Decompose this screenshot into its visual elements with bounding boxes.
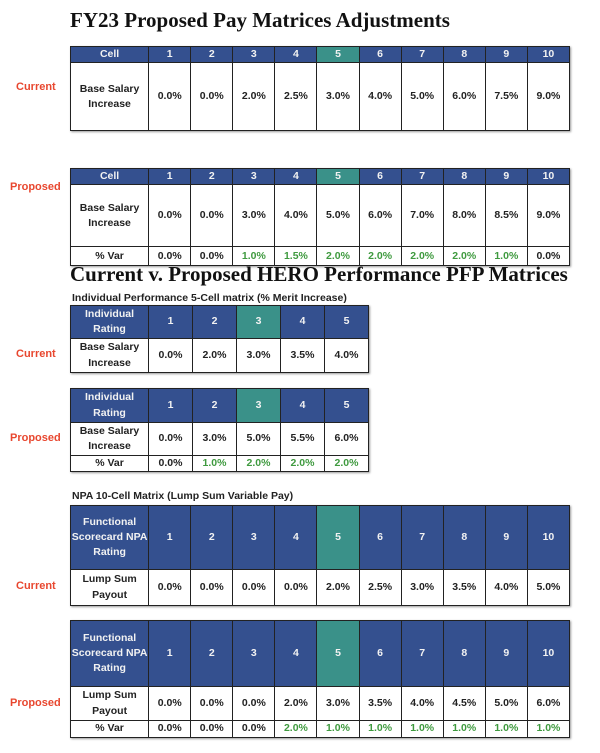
header-cell-9: 9 — [485, 169, 527, 185]
header-label: Functional Scorecard NPA Rating — [71, 506, 149, 570]
header-label: Functional Scorecard NPA Rating — [71, 621, 149, 687]
value-cell: 8.0% — [443, 185, 485, 247]
header-label: Individual Rating — [71, 306, 149, 339]
var-value: 1.0% — [233, 247, 275, 266]
var-value: 0.0% — [149, 456, 193, 472]
table-row — [71, 687, 570, 721]
row-header: Base Salary Increase — [71, 339, 149, 373]
value-cell: 2.0% — [193, 339, 237, 373]
header-label: Cell — [71, 169, 149, 185]
value-cell: 0.0% — [191, 63, 233, 131]
var-value: 1.0% — [317, 721, 359, 738]
header-row — [71, 47, 570, 63]
header-cell-1: 1 — [149, 169, 191, 185]
value-cell: 5.0% — [527, 570, 569, 606]
perf-matrix-current — [70, 305, 369, 373]
row-header: % Var — [71, 721, 149, 738]
value-cell: 4.0% — [359, 63, 401, 131]
header-cell-4: 4 — [275, 506, 317, 570]
var-value: 1.5% — [275, 247, 317, 266]
table-row — [71, 423, 369, 456]
value-cell: 2.5% — [359, 570, 401, 606]
value-cell: 3.5% — [281, 339, 325, 373]
var-value: 2.0% — [359, 247, 401, 266]
header-cell-6: 6 — [359, 506, 401, 570]
table-row — [71, 339, 369, 373]
value-cell: 0.0% — [149, 339, 193, 373]
value-cell: 5.0% — [237, 423, 281, 456]
var-value: 1.0% — [359, 721, 401, 738]
row-label-current: Current — [16, 348, 56, 360]
var-value: 1.0% — [193, 456, 237, 472]
value-cell: 7.0% — [401, 185, 443, 247]
row-header: Base Salary Increase — [71, 423, 149, 456]
header-cell-6: 6 — [359, 169, 401, 185]
header-cell-5: 5 — [317, 621, 359, 687]
value-cell: 6.0% — [325, 423, 369, 456]
header-cell-10: 10 — [527, 506, 569, 570]
header-cell-8: 8 — [443, 169, 485, 185]
value-cell: 6.0% — [443, 63, 485, 131]
value-cell: 4.0% — [485, 570, 527, 606]
value-cell: 0.0% — [191, 687, 233, 721]
perf-matrix-caption: Individual Performance 5-Cell matrix (% Merit Increase) — [72, 292, 347, 304]
header-cell-1: 1 — [149, 47, 191, 63]
header-cell-1: 1 — [149, 389, 193, 423]
value-cell: 9.0% — [527, 185, 569, 247]
header-cell-2: 2 — [191, 621, 233, 687]
var-value: 0.0% — [191, 247, 233, 266]
value-cell: 4.5% — [443, 687, 485, 721]
header-cell-4: 4 — [275, 621, 317, 687]
table-row — [71, 570, 570, 606]
header-cell-2: 2 — [193, 389, 237, 423]
var-value: 0.0% — [527, 247, 569, 266]
var-value: 1.0% — [443, 721, 485, 738]
var-value: 2.0% — [325, 456, 369, 472]
var-value: 1.0% — [527, 721, 569, 738]
var-value: 2.0% — [275, 721, 317, 738]
var-value: 2.0% — [317, 247, 359, 266]
value-cell: 0.0% — [191, 570, 233, 606]
value-cell: 4.0% — [325, 339, 369, 373]
table-row — [71, 185, 570, 247]
npa-matrix-caption: NPA 10-Cell Matrix (Lump Sum Variable Pay) — [72, 490, 294, 502]
header-cell-10: 10 — [527, 169, 569, 185]
row-header: Lump Sum Payout — [71, 687, 149, 721]
table-row — [71, 456, 369, 472]
value-cell: 2.5% — [275, 63, 317, 131]
header-cell-3: 3 — [233, 506, 275, 570]
value-cell: 6.0% — [527, 687, 569, 721]
header-cell-5: 5 — [317, 506, 359, 570]
header-cell-8: 8 — [443, 506, 485, 570]
row-label-proposed: Proposed — [10, 697, 61, 709]
header-cell-8: 8 — [443, 47, 485, 63]
header-cell-8: 8 — [443, 621, 485, 687]
perf-matrix-proposed — [70, 388, 369, 472]
header-cell-4: 4 — [275, 169, 317, 185]
header-cell-7: 7 — [401, 506, 443, 570]
row-header: Base Salary Increase — [71, 63, 149, 131]
header-cell-10: 10 — [527, 621, 569, 687]
header-cell-3: 3 — [237, 306, 281, 339]
header-cell-5: 5 — [325, 389, 369, 423]
header-cell-1: 1 — [149, 306, 193, 339]
value-cell: 3.0% — [317, 63, 359, 131]
var-value: 2.0% — [237, 456, 281, 472]
header-cell-2: 2 — [191, 506, 233, 570]
header-row — [71, 306, 369, 339]
value-cell: 5.0% — [401, 63, 443, 131]
value-cell: 0.0% — [149, 63, 191, 131]
table-row — [71, 63, 570, 131]
pay-matrix-proposed — [70, 168, 570, 266]
var-value: 0.0% — [149, 247, 191, 266]
header-label: Cell — [71, 47, 149, 63]
value-cell: 0.0% — [191, 185, 233, 247]
header-cell-2: 2 — [193, 306, 237, 339]
value-cell: 9.0% — [527, 63, 569, 131]
header-row — [71, 169, 570, 185]
value-cell: 0.0% — [233, 570, 275, 606]
var-value: 1.0% — [485, 247, 527, 266]
header-cell-3: 3 — [237, 389, 281, 423]
value-cell: 0.0% — [275, 570, 317, 606]
row-label-current: Current — [16, 81, 56, 93]
header-cell-10: 10 — [527, 47, 569, 63]
section-title: Current v. Proposed HERO Performance PFP Matrices — [70, 262, 568, 286]
header-cell-2: 2 — [191, 169, 233, 185]
header-cell-3: 3 — [233, 169, 275, 185]
header-cell-3: 3 — [233, 621, 275, 687]
var-value: 0.0% — [191, 721, 233, 738]
var-value: 2.0% — [401, 247, 443, 266]
var-value: 0.0% — [149, 721, 191, 738]
value-cell: 0.0% — [149, 687, 191, 721]
header-cell-2: 2 — [191, 47, 233, 63]
value-cell: 2.0% — [275, 687, 317, 721]
header-cell-7: 7 — [401, 47, 443, 63]
value-cell: 3.5% — [443, 570, 485, 606]
header-cell-4: 4 — [275, 47, 317, 63]
header-row — [71, 621, 570, 687]
table-row — [71, 721, 570, 738]
pay-matrix-current — [70, 46, 570, 131]
value-cell: 5.0% — [317, 185, 359, 247]
var-value: 0.0% — [233, 721, 275, 738]
header-cell-5: 5 — [317, 169, 359, 185]
value-cell: 3.0% — [193, 423, 237, 456]
header-cell-1: 1 — [149, 621, 191, 687]
value-cell: 3.0% — [401, 570, 443, 606]
value-cell: 2.0% — [317, 570, 359, 606]
header-label: Individual Rating — [71, 389, 149, 423]
value-cell: 4.0% — [275, 185, 317, 247]
value-cell: 0.0% — [149, 185, 191, 247]
header-row — [71, 389, 369, 423]
row-header: % Var — [71, 247, 149, 266]
row-label-current: Current — [16, 580, 56, 592]
header-cell-9: 9 — [485, 506, 527, 570]
row-header: Lump Sum Payout — [71, 570, 149, 606]
var-value: 2.0% — [281, 456, 325, 472]
header-cell-6: 6 — [359, 621, 401, 687]
value-cell: 6.0% — [359, 185, 401, 247]
header-row — [71, 506, 570, 570]
value-cell: 3.5% — [359, 687, 401, 721]
value-cell: 2.0% — [233, 63, 275, 131]
header-cell-9: 9 — [485, 47, 527, 63]
header-cell-5: 5 — [317, 47, 359, 63]
row-header: Base Salary Increase — [71, 185, 149, 247]
var-value: 1.0% — [401, 721, 443, 738]
value-cell: 8.5% — [485, 185, 527, 247]
value-cell: 7.5% — [485, 63, 527, 131]
row-header: % Var — [71, 456, 149, 472]
header-cell-5: 5 — [325, 306, 369, 339]
header-cell-4: 4 — [281, 306, 325, 339]
value-cell: 0.0% — [233, 687, 275, 721]
value-cell: 5.5% — [281, 423, 325, 456]
header-cell-6: 6 — [359, 47, 401, 63]
row-label-proposed: Proposed — [10, 432, 61, 444]
header-cell-3: 3 — [233, 47, 275, 63]
value-cell: 3.0% — [233, 185, 275, 247]
header-cell-9: 9 — [485, 621, 527, 687]
row-label-proposed: Proposed — [10, 181, 61, 193]
var-value: 2.0% — [443, 247, 485, 266]
header-cell-7: 7 — [401, 169, 443, 185]
value-cell: 3.0% — [317, 687, 359, 721]
value-cell: 0.0% — [149, 423, 193, 456]
header-cell-7: 7 — [401, 621, 443, 687]
npa-matrix-proposed — [70, 620, 570, 738]
page-title: FY23 Proposed Pay Matrices Adjustments — [70, 8, 450, 32]
npa-matrix-current — [70, 505, 570, 606]
header-cell-1: 1 — [149, 506, 191, 570]
value-cell: 5.0% — [485, 687, 527, 721]
value-cell: 4.0% — [401, 687, 443, 721]
var-value: 1.0% — [485, 721, 527, 738]
value-cell: 0.0% — [149, 570, 191, 606]
header-cell-4: 4 — [281, 389, 325, 423]
value-cell: 3.0% — [237, 339, 281, 373]
